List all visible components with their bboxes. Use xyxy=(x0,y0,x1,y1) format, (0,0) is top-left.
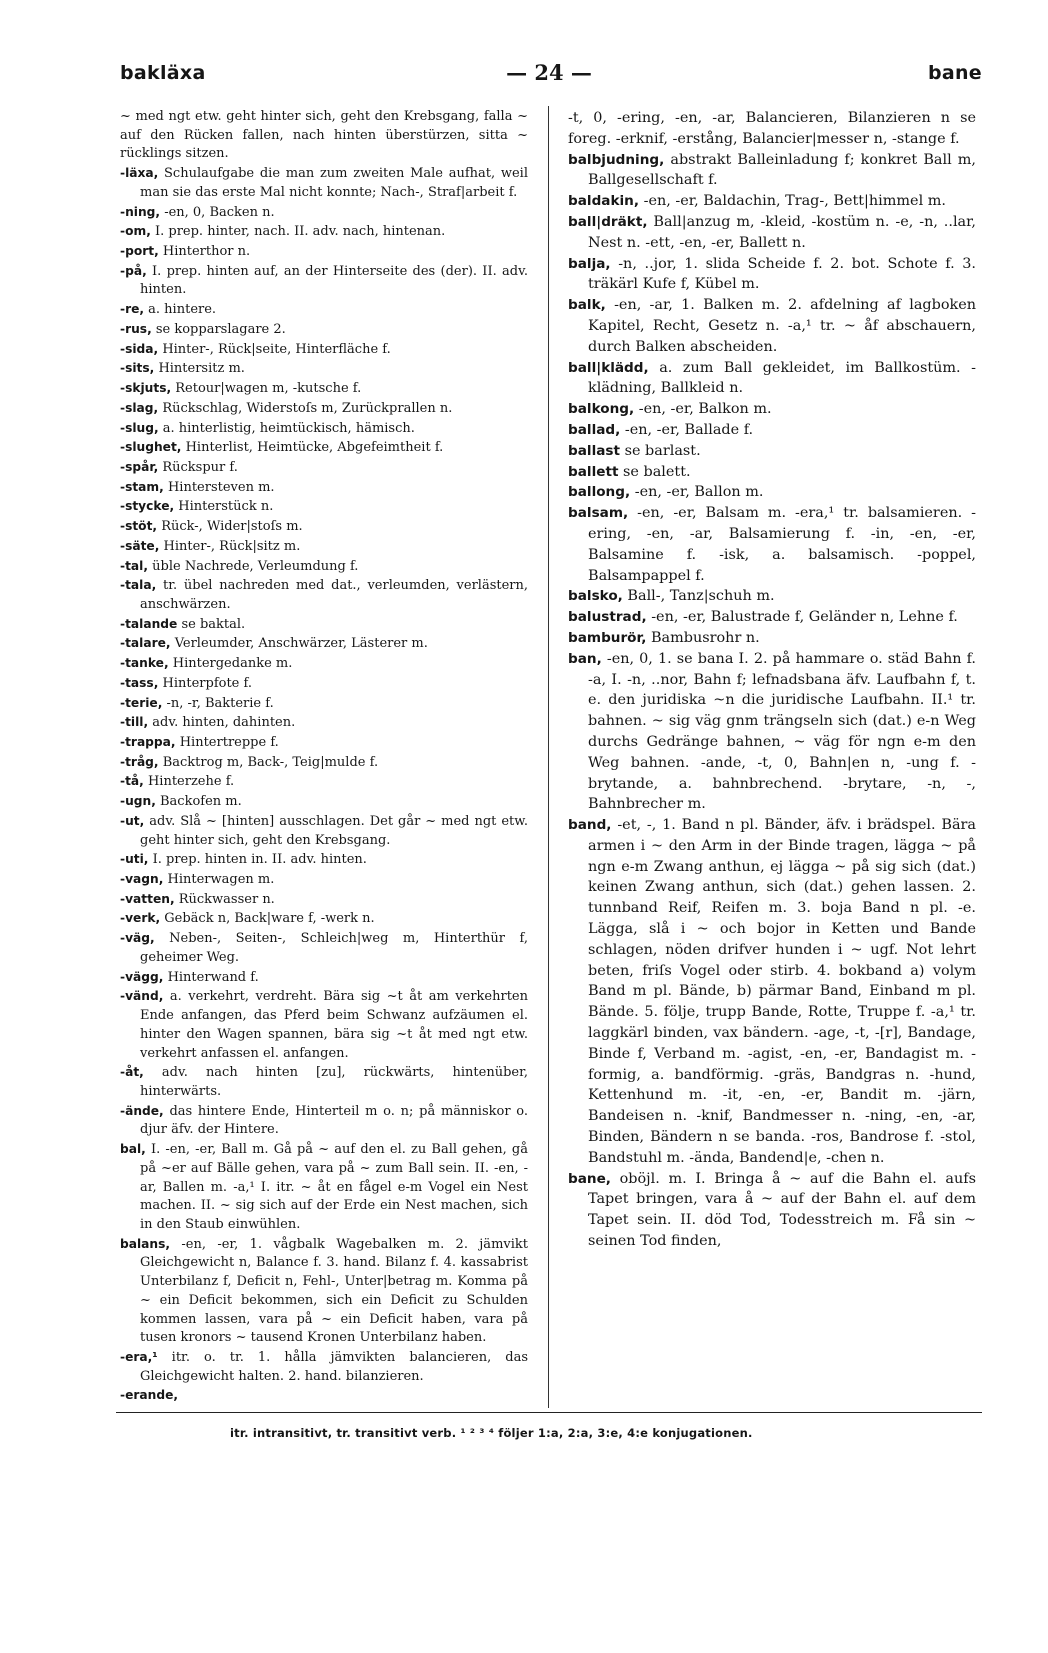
entry-headword: -tråg, xyxy=(120,754,159,769)
dictionary-entry xyxy=(568,254,976,296)
entry-text: -en, -er, Ballon m. xyxy=(634,484,764,501)
dictionary-entry xyxy=(120,576,528,614)
header-right-word: bane xyxy=(927,62,982,84)
entry-text: Rückschlag, Widerstoſs m, Zurückprallen n. xyxy=(162,400,453,416)
dictionary-entry xyxy=(120,108,528,164)
left-column xyxy=(120,108,528,1406)
dictionary-entry xyxy=(120,929,528,967)
page-number: — 24 — xyxy=(506,60,592,85)
entry-headword: ban, xyxy=(568,650,602,667)
right-column xyxy=(568,108,976,1252)
dictionary-entry xyxy=(568,628,976,649)
entry-text: tr. übel nachreden med dat., verleumden, verlästern, anschwärzen. xyxy=(140,578,528,612)
entry-headword: bane, xyxy=(568,1170,611,1187)
entry-headword: -verk, xyxy=(120,911,161,926)
entry-headword: -tå, xyxy=(120,774,144,789)
entry-headword: ballast xyxy=(568,442,620,459)
entry-headword: -stycke, xyxy=(120,499,175,514)
entry-headword: -sida, xyxy=(120,341,159,356)
entry-text: Hinterthor n. xyxy=(162,244,251,260)
entry-text: abstrakt Balleinladung f; konkret Ball m, Ballgesellschaft f. xyxy=(588,151,976,189)
entry-text: Hinterstück n. xyxy=(178,499,274,515)
dictionary-entry xyxy=(120,399,528,419)
dictionary-entry xyxy=(568,441,976,462)
dictionary-entry xyxy=(568,482,976,503)
running-head xyxy=(116,56,982,96)
entry-headword: -port, xyxy=(120,244,159,259)
entry-headword: -uti, xyxy=(120,852,149,867)
entry-text: -en, -er, Balkon m. xyxy=(638,401,772,418)
dictionary-entry xyxy=(120,300,528,320)
entry-headword: -stam, xyxy=(120,479,164,494)
dictionary-entry xyxy=(120,850,528,870)
entry-text: I. -en, -er, Ball m. Gå på ~ auf den el. zu Ball gehen, gå på ~er auf Bälle gehen, vara på ~ zum Ball sein. II. -en, -ar, Ballen m. -a,¹ I. itr. ~ åt en fågel e-m Vogel ein Nest machen. II. ~ sig sich auf der Erde ein Nest machen, sich in den Staub einwühlen. xyxy=(140,1142,528,1232)
dictionary-entry xyxy=(568,150,976,192)
dictionary-entry xyxy=(120,987,528,1063)
entry-text: Hinterwagen m. xyxy=(167,872,275,888)
dictionary-entry xyxy=(120,557,528,577)
entry-text: se baktal. xyxy=(181,616,246,632)
entry-text: -en, 0, Backen n. xyxy=(164,204,275,220)
entry-text: a. verkehrt, verdreht. Bära sig ~t åt am verkehrten Ende anfangen, das Pferd beim Schwanz aufzäumen el. hinter den Wagen spannen, bära sig ~t åt med ngt etw. verkehrt anfassen el. anfangen. xyxy=(140,989,528,1061)
entry-headword: ballett xyxy=(568,463,619,480)
entry-headword: balbjudning, xyxy=(568,151,665,168)
entry-text: I. prep. hinten auf, an der Hinterseite des (der). II. adv. hinten. xyxy=(140,263,528,298)
dictionary-entry xyxy=(568,108,976,150)
entry-text: Bambusrohr n. xyxy=(650,629,760,646)
entry-headword: -åt, xyxy=(120,1065,144,1080)
entry-text: a. zum Ball gekleidet, im Ballkostüm. -klädning, Ballkleid n. xyxy=(588,359,976,397)
entry-headword: band, xyxy=(568,817,612,834)
entry-headword: -om, xyxy=(120,224,151,239)
entry-text: -en, -er, 1. vågbalk Wagebalken m. 2. jämvikt Gleichgewicht n, Balance f. 3. hand. Bilanz f. 4. kassabrist Unterbilanz f, Deficit n, Fehl-, Unter|betrag m. Komma på ~ ein Deficit bekommen, sich ein Deficit zu Schulden kommen lassen, vara på ~ ein Deficit haben, vara på tusen kronors ~ tausend Kronen Unterbilanz haben. xyxy=(140,1236,528,1346)
entry-headword: -talare, xyxy=(120,636,171,651)
entry-text: adv. nach hinten [zu], rückwärts, hintenüber, hinterwärts. xyxy=(140,1065,528,1099)
entry-headword: -spår, xyxy=(120,459,159,474)
entry-headword: ballad, xyxy=(568,421,621,438)
column-divider xyxy=(548,106,549,1408)
entry-headword: -tala, xyxy=(120,578,157,593)
dictionary-entry xyxy=(568,358,976,400)
dictionary-entry xyxy=(120,242,528,262)
entry-headword: balans, xyxy=(120,1236,171,1251)
dictionary-entry xyxy=(120,1348,528,1386)
entry-text: Hinterpfote f. xyxy=(162,675,252,691)
footer-rule xyxy=(116,1412,982,1413)
entry-text: -n, ..jor, 1. slida Scheide f. 2. bot. Schote f. 3. träkärl Kufe f, Kübel m. xyxy=(588,255,976,293)
entry-headword: -rus, xyxy=(120,321,152,336)
entry-text: Hinterwand f. xyxy=(167,969,259,985)
dictionary-entry xyxy=(120,203,528,223)
header-left-word: bakläxa xyxy=(120,62,206,84)
dictionary-entry xyxy=(120,164,528,202)
entry-headword: -re, xyxy=(120,302,145,317)
entry-text: Hintergedanke m. xyxy=(172,656,293,672)
entry-headword: -tanke, xyxy=(120,656,169,671)
entry-headword: -stöt, xyxy=(120,519,158,534)
dictionary-entry xyxy=(120,812,528,850)
entry-text: Hinter-, Rück|sitz m. xyxy=(163,538,301,554)
entry-headword: -vatten, xyxy=(120,891,175,906)
dictionary-entry xyxy=(120,733,528,753)
dictionary-entry xyxy=(120,419,528,439)
dictionary-entry xyxy=(120,615,528,635)
dictionary-entry xyxy=(120,497,528,517)
entry-text: Gebäck n, Back|ware f, -werk n. xyxy=(164,911,375,927)
entry-headword: baldakin, xyxy=(568,193,640,210)
entry-headword: -vagn, xyxy=(120,872,164,887)
entry-text: -en, 0, 1. se bana I. 2. på hammare o. städ Bahn f. -a, I. -n, ..nor, Bahn f; lefnadsbana äfv. Laufbahn f, t. e. den juridiska ~n die juridische Laufbahn. II.¹ tr. bahnen. ~ sig väg gnm trängseln sich (dat.) e-n Weg durchs Gedränge bahnen, ~ väg för ngn e-m den Weg bahnen. -ande, -t, 0, Bahn|en n, -ung f. -brytande, a. bahnbrechend. -brytare, -n, -, Bahnbrecher m. xyxy=(588,650,976,813)
entry-headword: -tass, xyxy=(120,675,159,690)
entry-text: -en, -ar, 1. Balken m. 2. afdelning af lagboken Kapitel, Recht, Gesetz n. -a,¹ tr. ~ åf abschauern, durch Balken abscheiden. xyxy=(588,297,976,355)
entry-headword: balja, xyxy=(568,255,611,272)
entry-text: -en, -er, Balsam m. -era,¹ tr. balsamieren. -ering, -en, -ar, Balsamierung f. -in, -en, -er, Balsamine f. -isk, a. balsamisch. -poppel, Balsampappel f. xyxy=(588,505,977,584)
dictionary-entry xyxy=(120,634,528,654)
entry-headword: -slug, xyxy=(120,420,159,435)
dictionary-entry xyxy=(120,753,528,773)
dictionary-entry xyxy=(568,607,976,628)
entry-text: -et, -, 1. Band n pl. Bänder, äfv. i brädspel. Bära armen i ~ den Arm in der Binde tragen, lägga ~ på ngn e-m Zwang anthun, ej lägga ~ på sig sich (dat.) keinen Zwang anthun, sich (dat.) gehen lassen. 2. tunnband Reif, Reifen m. 3. boja Band n pl. -e. Lägga, slå i ~ och bojor in Ketten und Bande schlagen, nöden drifver hunden i ~ ugf. Not lehrt beten, friſs Vogel oder stirb. 4. bokband a) volym Band m pl. Bände, b) pärmar Band, Einband m pl. Bände. 5. följe, trupp Bande, Rotte, Truppe f. -a,¹ tr. laggkärl binden, vax bändern. -age, -t, -[r], Bandage, Binde f, Verband m. -agist, -en, -er, Bandagist m. -formig, a. bandförmig. -gräs, Bandgras n. -hund, Kettenhund m. -it, -en, -er, Bandit m. -järn, Bandeisen n. -knif, Bandmesser n. -ning, -en, -ar, Binden, Bändern n se banda. -ros, Bandrose f. -stol, Bandstuhl m. -ända, Bandend|e, -chen n. xyxy=(588,817,976,1166)
entry-text: Rück-, Wider|stoſs m. xyxy=(161,519,303,535)
entry-text: Ball|anzug m, -kleid, -kostüm n. -e, -n, ..lar, Nest n. -ett, -en, -er, Ballett n. xyxy=(588,213,977,251)
entry-headword: -till, xyxy=(120,715,149,730)
dictionary-entry xyxy=(120,772,528,792)
dictionary-entry xyxy=(568,1169,976,1252)
dictionary-entry xyxy=(120,713,528,733)
entry-text: Hintersitz m. xyxy=(158,361,245,377)
dictionary-entry xyxy=(120,222,528,242)
dictionary-entry xyxy=(120,870,528,890)
dictionary-entry xyxy=(568,503,976,586)
entry-text: ~ med ngt etw. geht hinter sich, geht den Krebsgang, falla ~ auf den Rücken fallen, nach hinten überstürzen, sitta ~ rücklings sitzen. xyxy=(120,109,528,162)
dictionary-entry xyxy=(120,320,528,340)
entry-text: -n, -r, Bakterie f. xyxy=(166,695,274,711)
entry-headword: -skjuts, xyxy=(120,381,172,396)
dictionary-entry xyxy=(120,968,528,988)
dictionary-entry xyxy=(120,379,528,399)
dictionary-entry xyxy=(120,654,528,674)
entry-text: Schulaufgabe die man zum zweiten Male aufhat, weil man sie das erste Mal nicht konnte; Nach-, Straf|arbeit f. xyxy=(140,166,528,200)
dictionary-entry xyxy=(120,1102,528,1140)
entry-text: -en, -er, Ballade f. xyxy=(624,421,754,438)
entry-headword: -väg, xyxy=(120,931,155,946)
dictionary-entry xyxy=(120,674,528,694)
entry-headword: -trappa, xyxy=(120,735,176,749)
entry-text: Backtrog m, Back-, Teig|mulde f. xyxy=(162,754,379,770)
dictionary-entry xyxy=(568,586,976,607)
dictionary-entry xyxy=(120,1063,528,1101)
entry-headword: -tal, xyxy=(120,558,148,573)
dictionary-entry xyxy=(120,438,528,458)
dictionary-entry xyxy=(120,537,528,557)
entry-headword: bal, xyxy=(120,1142,146,1157)
entry-text: se barlast. xyxy=(624,442,701,459)
dictionary-entry xyxy=(120,359,528,379)
entry-text: Retour|wagen m, -kutsche f. xyxy=(175,381,362,397)
entry-text: Rückspur f. xyxy=(162,459,238,475)
entry-headword: -era,¹ xyxy=(120,1350,158,1364)
entry-headword: balsam, xyxy=(568,505,629,522)
entry-headword: bamburör, xyxy=(568,629,647,646)
entry-headword: -på, xyxy=(120,263,147,278)
entry-headword: -läxa, xyxy=(120,166,159,181)
dictionary-entry xyxy=(568,399,976,420)
dictionary-entry xyxy=(568,420,976,441)
dictionary-entry xyxy=(568,649,976,815)
entry-headword: -vänd, xyxy=(120,989,164,1004)
entry-headword: -ning, xyxy=(120,204,161,219)
entry-text: -en, -er, Baldachin, Trag-, Bett|himmel m. xyxy=(643,193,946,210)
dictionary-entry xyxy=(568,295,976,357)
entry-headword: -sits, xyxy=(120,361,155,376)
entry-headword: -erande, xyxy=(120,1388,179,1403)
entry-text: adv. hinten, dahinten. xyxy=(152,715,296,731)
dictionary-entry xyxy=(568,815,976,1169)
entry-text: -en, -er, Balustrade f, Geländer n, Lehne f. xyxy=(651,609,958,626)
entry-headword: balsko, xyxy=(568,588,623,605)
entry-text: Hinter-, Rück|seite, Hinterfläche f. xyxy=(162,341,391,357)
entry-headword: ball|dräkt, xyxy=(568,213,648,230)
entry-headword: -slughet, xyxy=(120,440,182,455)
entry-text: Hintersteven m. xyxy=(167,479,275,495)
dictionary-entry xyxy=(120,694,528,714)
entry-headword: balk, xyxy=(568,297,606,314)
entry-headword: -ugn, xyxy=(120,794,156,809)
entry-text: Neben-, Seiten-, Schleich|weg m, Hinterthür f, geheimer Weg. xyxy=(140,931,528,965)
dictionary-entry xyxy=(120,1140,528,1235)
entry-text: das hintere Ende, Hinterteil m o. n; på människor o. djur äfv. der Hintere. xyxy=(140,1103,528,1138)
footnote: itr. intransitivt, tr. transitivt verb. ¹ ² ³ ⁴ följer 1:a, 2:a, 3:e, 4:e konjugationen. xyxy=(230,1426,753,1440)
entry-text: üble Nachrede, Verleumdung f. xyxy=(152,558,359,574)
entry-headword: -talande xyxy=(120,616,178,631)
dictionary-entry xyxy=(120,792,528,812)
entry-text: I. prep. hinter, nach. II. adv. nach, hintenan. xyxy=(154,224,446,240)
entry-headword: ballong, xyxy=(568,484,631,501)
dictionary-entry xyxy=(120,1386,528,1406)
entry-headword: -terie, xyxy=(120,695,163,710)
entry-headword: balustrad, xyxy=(568,609,647,626)
entry-text: Hintertreppe f. xyxy=(179,735,279,750)
entry-text: se kopparslagare 2. xyxy=(155,321,286,337)
dictionary-entry xyxy=(568,212,976,254)
entry-headword: -ut, xyxy=(120,813,145,828)
entry-text: Rückwasser n. xyxy=(178,891,275,907)
dictionary-entry xyxy=(568,462,976,483)
entry-headword: -vägg, xyxy=(120,969,164,984)
entry-text: itr. o. tr. 1. hålla jämvikten balancieren, das Gleichgewicht halten. 2. hand. bilanzieren. xyxy=(140,1350,528,1384)
dictionary-entry xyxy=(120,517,528,537)
dictionary-entry xyxy=(120,1235,528,1348)
entry-text: Ball-, Tanz|schuh m. xyxy=(627,588,775,605)
entry-headword: -slag, xyxy=(120,400,159,415)
dictionary-entry xyxy=(120,262,528,300)
entry-text: adv. Slå ~ [hinten] ausschlagen. Det går ~ med ngt etw. geht hinter sich, geht den Krebsgang. xyxy=(140,813,528,848)
entry-text: Hinterlist, Heimtücke, Abgefeimtheit f. xyxy=(185,440,444,456)
entry-text: -t, 0, -ering, -en, -ar, Balancieren, Bilanzieren n se foreg. -erknif, -erstång, Balancier|messer n, -stange f. xyxy=(568,110,976,147)
dictionary-entry xyxy=(120,890,528,910)
entry-text: a. hinterlistig, heimtückisch, hämisch. xyxy=(162,420,415,436)
dictionary-entry xyxy=(568,191,976,212)
dictionary-entry xyxy=(120,340,528,360)
entry-headword: -ände, xyxy=(120,1103,164,1118)
entry-headword: ball|klädd, xyxy=(568,359,649,376)
entry-headword: -säte, xyxy=(120,538,160,553)
dictionary-entry xyxy=(120,458,528,478)
entry-text: se balett. xyxy=(623,463,691,480)
dictionary-entry xyxy=(120,478,528,498)
entry-text: a. hintere. xyxy=(148,302,217,318)
entry-headword: balkong, xyxy=(568,401,635,418)
entry-text: Hinterzehe f. xyxy=(147,774,235,790)
dictionary-entry xyxy=(120,909,528,929)
entry-text: Backofen m. xyxy=(160,794,242,810)
entry-text: oböjl. m. I. Bringa å ~ auf die Bahn el. aufs Tapet bringen, vara å ~ auf der Bahn el. auf dem Tapet sein. II. död Tod, Todesstreich m. Få sin ~ seinen Tod finden, xyxy=(588,1170,976,1250)
entry-text: I. prep. hinten in. II. adv. hinten. xyxy=(152,852,367,868)
entry-text: Verleumder, Anschwärzer, Lästerer m. xyxy=(174,636,428,652)
